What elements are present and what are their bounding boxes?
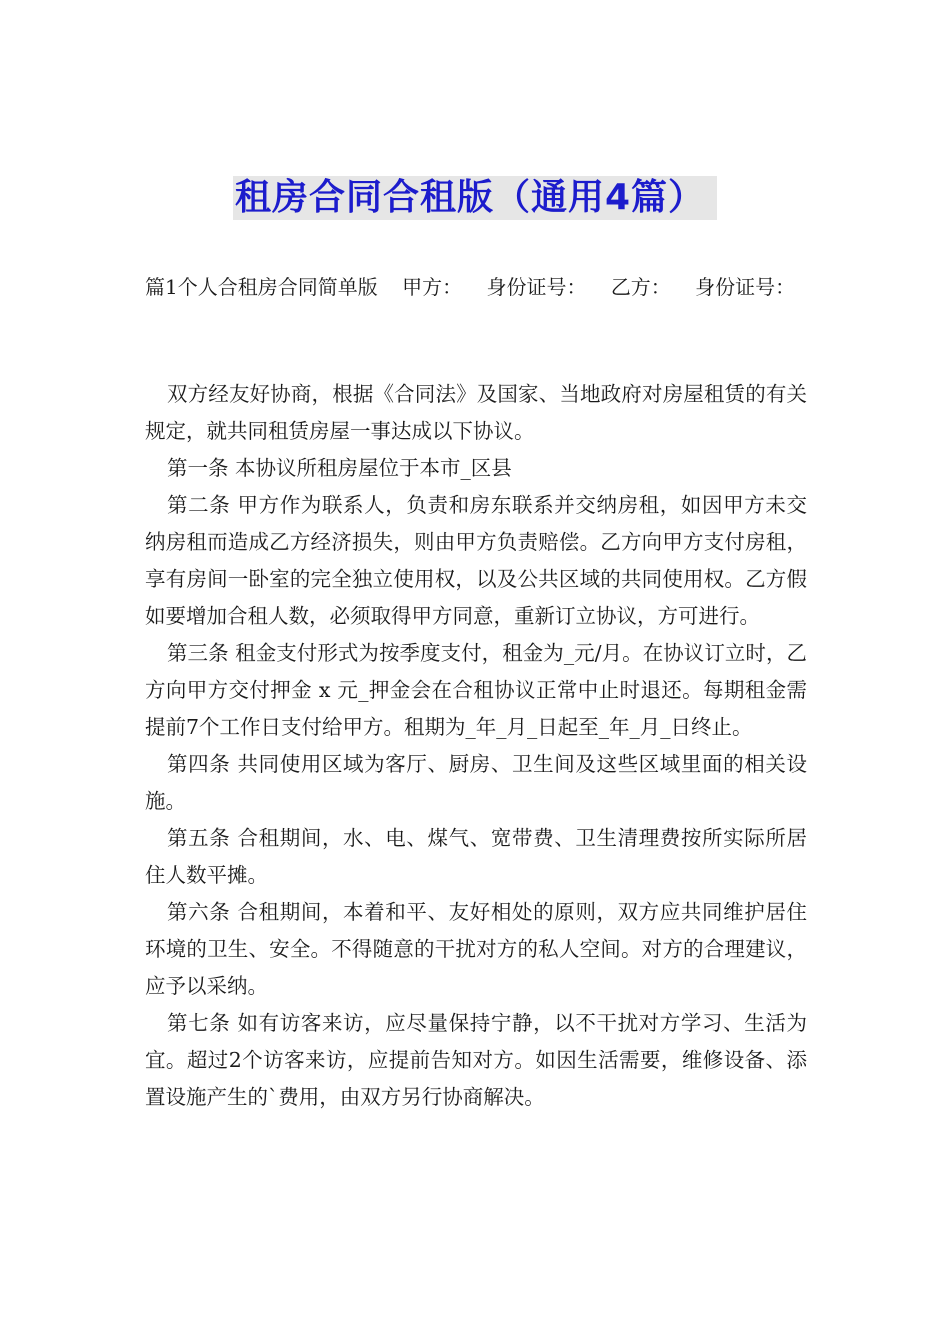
paragraph-article-4: 第四条 共同使用区域为客厅、厨房、卫生间及这些区域里面的相关设施。 bbox=[145, 752, 807, 813]
section-label: 篇1个人合租房合同简单版 bbox=[145, 275, 378, 299]
party-b-id-label: 身份证号： bbox=[695, 275, 796, 299]
document-title: 租房合同合租版（通用4篇） bbox=[233, 176, 717, 220]
party-a-label: 甲方： bbox=[402, 275, 463, 299]
title-container bbox=[0, 176, 950, 220]
paragraph-article-6: 第六条 合租期间，本着和平、友好相处的原则，双方应共同维护居住环境的卫生、安全。不得随意的干扰对方的私人空间。对方的合理建议，应予以采纳。 bbox=[145, 900, 807, 998]
contract-body bbox=[145, 376, 807, 1116]
paragraph-intro: 双方经友好协商，根据《合同法》及国家、当地政府对房屋租赁的有关规定，就共同租赁房屋一事达成以下协议。 bbox=[145, 382, 807, 443]
paragraph-article-5: 第五条 合租期间，水、电、煤气、宽带费、卫生清理费按所实际所居住人数平摊。 bbox=[145, 826, 807, 887]
paragraph-article-3: 第三条 租金支付形式为按季度支付，租金为_元/月。在协议订立时，乙方向甲方交付押金 x 元_押金会在合租协议正常中止时退还。每期租金需提前7个工作日支付给甲方。租期为_年_月_日起至_年_月_日终止。 bbox=[145, 641, 807, 739]
party-b-label: 乙方： bbox=[610, 275, 671, 299]
paragraph-article-7: 第七条 如有访客来访，应尽量保持宁静，以不干扰对方学习、生活为宜。超过2个访客来访，应提前告知对方。如因生活需要，维修设备、添置设施产生的`费用，由双方另行协商解决。 bbox=[145, 1011, 807, 1109]
paragraph-article-2: 第二条 甲方作为联系人，负责和房东联系并交纳房租，如因甲方未交纳房租而造成乙方经济损失，则由甲方负责赔偿。乙方向甲方支付房租，享有房间一卧室的完全独立使用权，以及公共区域的共同使用权。乙方假如要增加合租人数，必须取得甲方同意，重新订立协议，方可进行。 bbox=[145, 493, 807, 628]
party-a-id-label: 身份证号： bbox=[486, 275, 587, 299]
section-header-line bbox=[145, 270, 825, 304]
paragraph-article-1: 第一条 本协议所租房屋位于本市_区县 bbox=[167, 456, 512, 480]
